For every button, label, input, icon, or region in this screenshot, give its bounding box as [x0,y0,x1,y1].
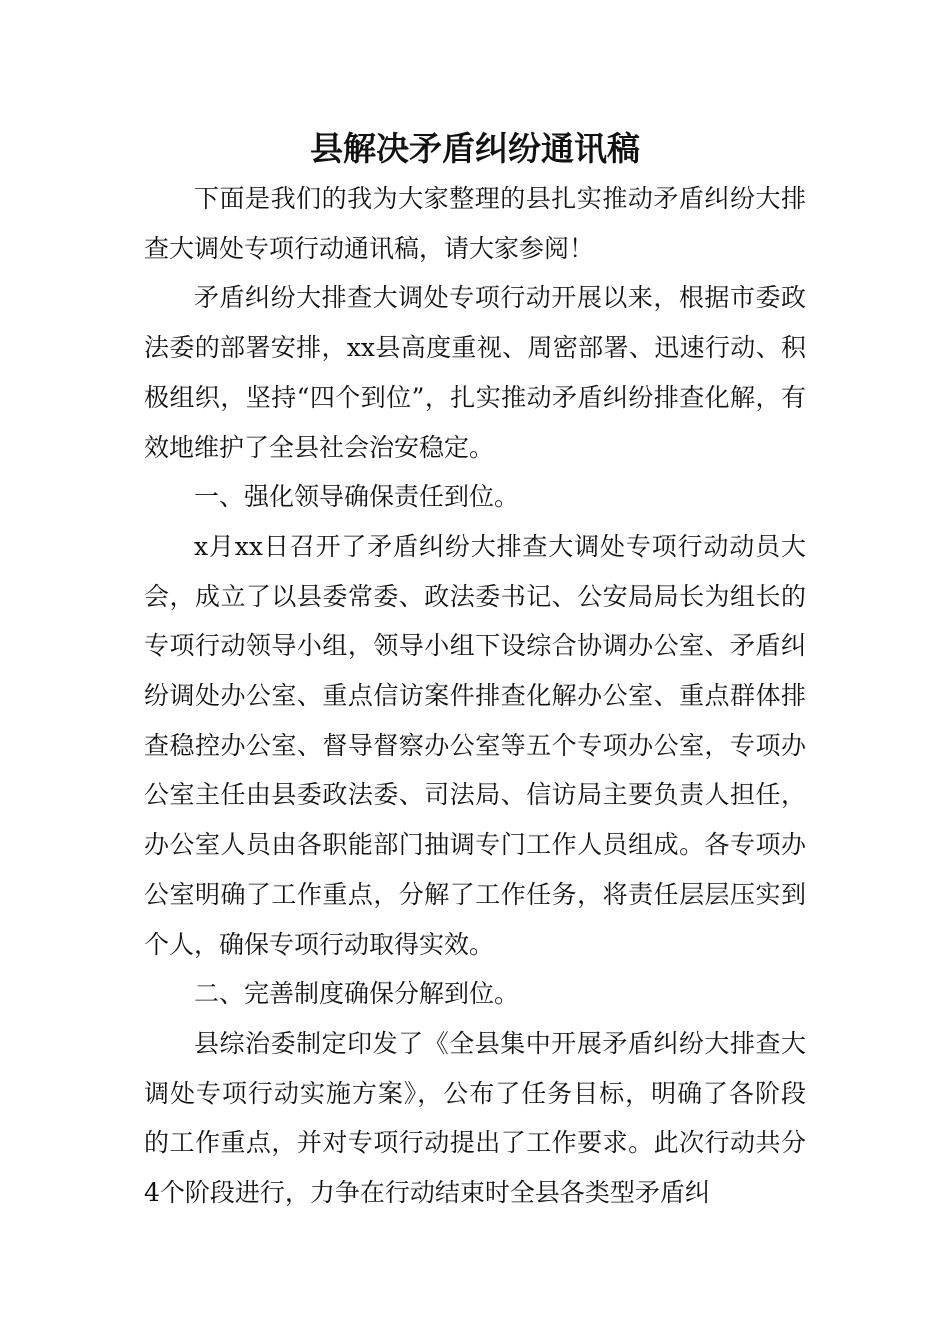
paragraph-section-1: x月xx日召开了矛盾纠纷大排查大调处专项行动动员大会，成立了以县委常委、政法委书记、公安局局长为组长的专项行动领导小组，领导小组下设综合协调办公室、矛盾纠纷调处办公室、重点信访案件排查化解办公室、重点群体排查稳控办公室、督导督察办公室等五个专项办公室，专项办公室主任由县委政法委、司法局、信访局主要负责人担任，办公室人员由各职能部门抽调专门工作人员组成。各专项办公室明确了工作重点，分解了工作任务，将责任层层压实到个人，确保专项行动取得实效。 [144,531,806,959]
document-body [144,174,806,1218]
section-heading-2: 二、完善制度确保分解到位。 [194,979,520,1009]
paragraph-section-2: 县综治委制定印发了《全县集中开展矛盾纠纷大排查大调处专项行动实施方案》，公布了任务目标，明确了各阶段的工作重点，并对专项行动提出了工作要求。此次行动共分4个阶段进行，力争在行动结束时全县各类型矛盾纠 [144,1028,806,1208]
paragraph-overview: 矛盾纠纷大排查大调处专项行动开展以来，根据市委政法委的部署安排，xx县高度重视、周密部署、迅速行动、积极组织，坚持“四个到位”，扎实推动矛盾纠纷排查化解，有效地维护了全县社会治安稳定。 [144,283,806,462]
document-title: 县解决矛盾纠纷通讯稿 [310,129,640,168]
section-heading-1: 一、强化领导确保责任到位。 [194,482,520,512]
paragraph-intro: 下面是我们的我为大家整理的县扎实推动矛盾纠纷大排查大调处专项行动通讯稿，请大家参阅！ [144,184,806,263]
